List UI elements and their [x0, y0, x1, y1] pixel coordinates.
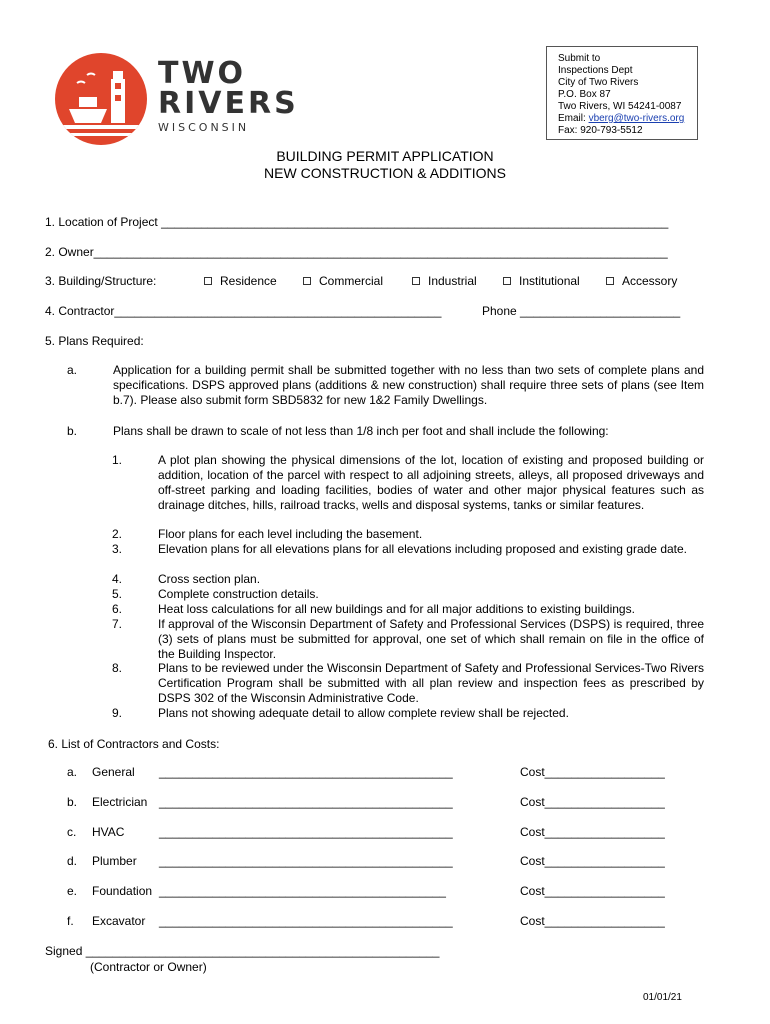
- contractor-excavator-label: Excavator: [92, 914, 146, 928]
- contractor-electrician-label: Electrician: [92, 795, 148, 809]
- contractor-letter: b.: [67, 795, 78, 809]
- list-item-number: 7.: [111, 617, 122, 631]
- form-subtitle: NEW CONSTRUCTION & ADDITIONS: [264, 165, 506, 181]
- list-item-number: 2.: [111, 527, 122, 541]
- checkbox-icon: [503, 277, 511, 285]
- list-item: Complete construction details.: [158, 587, 319, 601]
- logo-word-wisconsin: WISCONSIN: [158, 121, 250, 134]
- contractor-hvac-label: HVAC: [92, 825, 125, 839]
- form-title: BUILDING PERMIT APPLICATION: [276, 148, 494, 164]
- plans-b-label: b.: [67, 424, 78, 438]
- plans-a-label: a.: [67, 363, 78, 377]
- list-item-number: 5.: [111, 587, 122, 601]
- list-item-number: 1.: [111, 453, 122, 467]
- list-item-number: 4.: [111, 572, 122, 586]
- contractor-letter: c.: [67, 825, 77, 839]
- list-item: Plans not showing adequate detail to allow complete review shall be rejected.: [158, 706, 569, 720]
- list-item: Floor plans for each level including the basement.: [158, 527, 423, 541]
- cost-electrician-field[interactable]: Cost__________________: [520, 795, 665, 809]
- list-item-number: 3.: [111, 542, 122, 556]
- contractor-excavator-field[interactable]: ____________________________________________: [159, 914, 453, 928]
- email-line: [558, 113, 697, 125]
- contractor-plumber-field[interactable]: ____________________________________________: [159, 854, 453, 868]
- checkbox-commercial[interactable]: [303, 274, 383, 289]
- checkbox-icon: [412, 277, 420, 285]
- checkbox-icon: [606, 277, 614, 285]
- cost-excavator-field[interactable]: Cost__________________: [520, 914, 665, 928]
- submit-line: City of Two Rivers: [558, 77, 639, 88]
- checkbox-industrial[interactable]: [412, 274, 477, 289]
- contractors-heading: 6. List of Contractors and Costs:: [48, 737, 220, 751]
- cost-foundation-field[interactable]: Cost__________________: [520, 884, 665, 898]
- checkbox-residence[interactable]: [204, 274, 277, 289]
- owner-field[interactable]: 2. Owner______________________________________________________________________________________: [45, 245, 668, 259]
- option-label: Industrial: [428, 274, 477, 288]
- contractor-foundation-label: Foundation: [92, 884, 153, 898]
- submit-line: Inspections Dept: [558, 65, 633, 76]
- checkbox-accessory[interactable]: [606, 274, 677, 289]
- contractor-letter: f.: [67, 914, 74, 928]
- option-label: Institutional: [519, 274, 580, 288]
- logo-word-two: TWO: [158, 56, 247, 91]
- contractor-electrician-field[interactable]: ____________________________________________: [159, 795, 453, 809]
- plans-b-text: Plans shall be drawn to scale of not less than 1/8 inch per foot and shall include the following:: [113, 424, 609, 438]
- checkbox-icon: [204, 277, 212, 285]
- list-item: Heat loss calculations for all new buildings and for all major additions to existing buildings.: [158, 602, 635, 616]
- list-item-number: 9.: [111, 706, 122, 720]
- contractor-foundation-field[interactable]: ___________________________________________: [159, 884, 446, 898]
- cost-general-field[interactable]: Cost__________________: [520, 765, 665, 779]
- contractor-hvac-field[interactable]: ____________________________________________: [159, 825, 453, 839]
- list-item-number: 6.: [111, 602, 122, 616]
- submit-line: Submit to: [558, 53, 601, 64]
- fax-line: Fax: 920-793-5512: [558, 125, 643, 136]
- lighthouse-boat-icon: [55, 53, 147, 145]
- email-label: Email:: [558, 113, 589, 124]
- city-logo-emblem: [55, 53, 147, 145]
- option-label: Commercial: [319, 274, 384, 288]
- signature-caption: (Contractor or Owner): [90, 960, 207, 974]
- signature-field[interactable]: Signed _____________________________________________________: [45, 944, 440, 958]
- contractor-letter: d.: [67, 854, 78, 868]
- list-item-number: 8.: [111, 661, 122, 675]
- option-label: Accessory: [622, 274, 678, 288]
- cost-hvac-field[interactable]: Cost__________________: [520, 825, 665, 839]
- logo-word-rivers: RIVERS: [158, 86, 299, 121]
- list-item: If approval of the Wisconsin Department of Safety and Professional Services (DSPS) is required, three (3) sets of plans must be submitted for approval, one set of which shall remain on file in the office of the Building Inspector.: [158, 617, 704, 661]
- phone-field[interactable]: Phone ________________________: [482, 304, 681, 318]
- list-item: Cross section plan.: [158, 572, 261, 586]
- submit-to-box: [546, 46, 698, 140]
- option-label: Residence: [220, 274, 277, 288]
- submit-line: P.O. Box 87: [558, 89, 611, 100]
- plans-required-heading: 5. Plans Required:: [45, 334, 144, 348]
- cost-plumber-field[interactable]: Cost__________________: [520, 854, 665, 868]
- contractor-letter: a.: [67, 765, 78, 779]
- contractor-plumber-label: Plumber: [92, 854, 137, 868]
- location-of-project-field[interactable]: 1. Location of Project ____________________________________________________________________________: [45, 215, 669, 229]
- checkbox-institutional[interactable]: [503, 274, 580, 289]
- building-structure-label: 3. Building/Structure:: [45, 274, 157, 288]
- contractor-letter: e.: [67, 884, 78, 898]
- checkbox-icon: [303, 277, 311, 285]
- revision-date: 01/01/21: [643, 992, 682, 1003]
- list-item: A plot plan showing the physical dimensions of the lot, location of existing and proposed building or addition, location of the parcel with respect to all adjoining streets, alleys, all proposed driveways and off-street parking and loading facilities, bodies of water and other major physical features such as drainage ditches, hills, railroad tracks, wells and disposal systems, tanks or similar features.: [158, 453, 704, 512]
- plans-a-text: Application for a building permit shall be submitted together with no less than two sets of complete plans and specifications. DSPS approved plans (additions & new construction) shall require three sets of plans (see Item b.7). Please also submit form SBD5832 for new 1&2 Family Dwellings.: [113, 363, 704, 407]
- submit-line: Two Rivers, WI 54241-0087: [558, 101, 682, 112]
- contractor-general-field[interactable]: ____________________________________________: [159, 765, 453, 779]
- list-item: Elevation plans for all elevations plans for all elevations including proposed and existing grade date.: [158, 542, 688, 556]
- contractor-general-label: General: [92, 765, 135, 779]
- email-link[interactable]: vberg@two-rivers.org: [588, 113, 685, 124]
- list-item: Plans to be reviewed under the Wisconsin Department of Safety and Professional Services-Two Rivers Certification Program shall be submitted with all plan review and inspection fees as prescribed by DSPS 302 of the Wisconsin Administrative Code.: [158, 661, 704, 705]
- contractor-field[interactable]: 4. Contractor_________________________________________________: [45, 304, 442, 318]
